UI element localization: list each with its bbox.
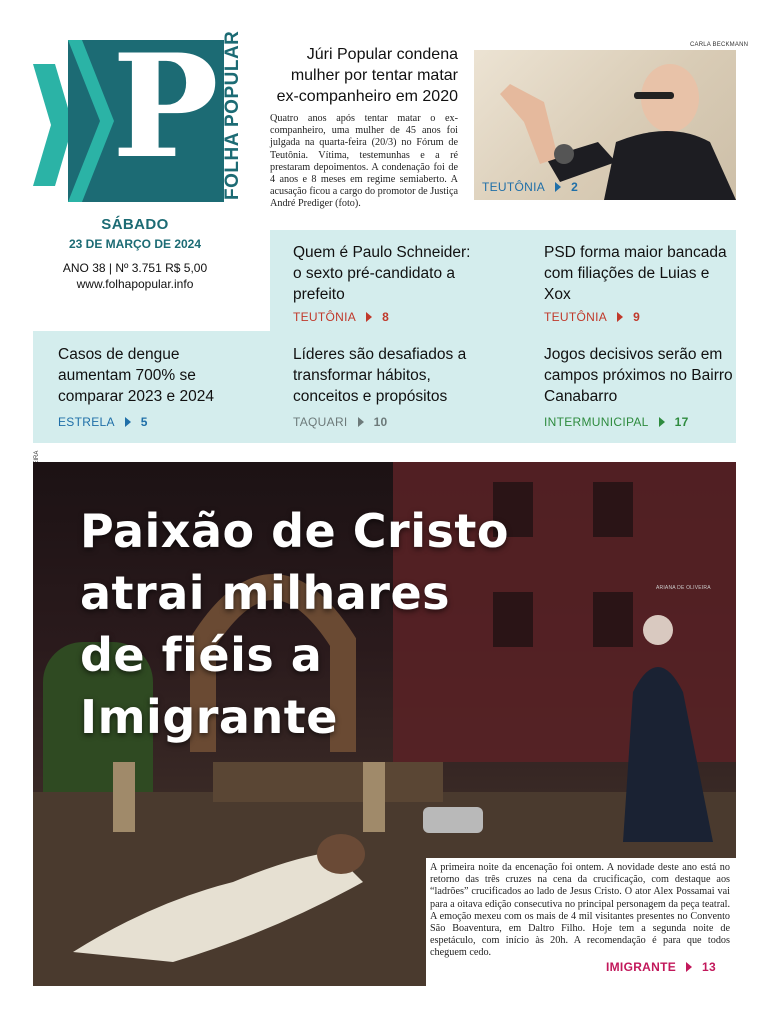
story-tag[interactable] — [544, 310, 640, 324]
section-label: TEUTÔNIA — [544, 310, 608, 324]
section-label: INTERMUNICIPAL — [544, 415, 649, 429]
story-title[interactable]: PSD forma maior bancada com filiações de Luias e Xox — [544, 244, 727, 303]
story-tag[interactable] — [293, 415, 388, 429]
main-story-caption: A primeira noite da encenação foi ontem. A novidade deste ano está no retorno das três cruzes na cena da crucificação, com destaque aos “ladrões” crucificados ao lado de Jesus Cristo. O ator Alex Possamai vai para a oitava edição consecutiva no principal personagem da peça teatral. A emoção mexeu com os mais de 4 mil visitantes presentes no Convento São Boaventura, em Daltro Filho. Hoje tem a segunda noite de espetáculo, com início às 20h. A recomendação é para que todos cheguem cedo. — [430, 862, 730, 959]
brand-name: FOLHA POPULAR — [222, 30, 243, 200]
date-label: 23 DE MARÇO DE 2024 — [68, 237, 202, 251]
story-tag[interactable] — [293, 310, 389, 324]
story-title[interactable]: Jogos decisivos serão em campos próximos no Bairro Canabarro — [544, 346, 733, 405]
top-story-title[interactable]: Júri Popular condena mulher por tentar matar ex-companheiro em 2020 — [276, 46, 458, 105]
section-label: TEUTÔNIA — [482, 180, 546, 194]
section-label: ESTRELA — [58, 415, 115, 429]
date-block — [40, 216, 230, 291]
section-label: TAQUARI — [293, 415, 348, 429]
section-label: IMIGRANTE — [606, 960, 677, 974]
arrow-right-icon — [366, 312, 372, 322]
story-title[interactable]: Quem é Paulo Schneider: o sexto pré-candidato a prefeito — [293, 244, 471, 303]
edition-info: ANO 38 | Nº 3.751 R$ 5,00 — [62, 261, 208, 275]
logo-arrow-shape — [33, 64, 73, 186]
top-story-photo[interactable] — [474, 50, 736, 200]
story-title[interactable]: Líderes são desafiados a transformar hábitos, conceitos e propósitos — [293, 346, 467, 405]
main-headline[interactable]: Paixão de Cristo atrai milhares de fiéis a Imigrante — [80, 504, 509, 744]
website-link[interactable]: www.folhapopular.info — [76, 277, 194, 291]
page-number: 9 — [633, 310, 641, 324]
logo-chevron-shape — [68, 40, 118, 202]
page-number: 5 — [140, 415, 148, 429]
page-number: 13 — [702, 960, 716, 974]
top-photo-credit: CARLA BECKMANN — [690, 42, 749, 48]
main-photo-inner-credit: ARIANA DE OLIVEIRA — [656, 585, 711, 591]
arrow-right-icon — [555, 182, 561, 192]
top-story-body: Quatro anos após tentar matar o ex-companheiro, uma mulher de 45 anos foi julgada na quarta-feira (20/3) no Fórum de Teutônia. Vítima, testemunhas e a ré prestaram depoimentos. A condenação foi de 4 anos e 8 meses em regime semiaberto. A acusação ficou a cargo do promotor de Justiça André Prediger (foto). — [270, 113, 458, 210]
arrow-right-icon — [686, 962, 692, 972]
prosecutor-illustration — [474, 50, 736, 200]
page-number: 10 — [373, 415, 388, 429]
story-title[interactable]: Casos de dengue aumentam 700% se comparar 2023 e 2024 — [58, 346, 214, 405]
day-label: SÁBADO — [101, 216, 169, 233]
page-number: 17 — [674, 415, 689, 429]
story-tag[interactable] — [58, 415, 148, 429]
top-story-tag[interactable] — [482, 180, 578, 194]
story-tag[interactable] — [544, 415, 689, 429]
arrow-right-icon — [358, 417, 364, 427]
page-number: 2 — [571, 180, 579, 194]
section-label: TEUTÔNIA — [293, 310, 357, 324]
page-number: 8 — [382, 310, 390, 324]
arrow-right-icon — [125, 417, 131, 427]
main-story-tag[interactable] — [606, 960, 716, 974]
logo-letter: P — [112, 24, 219, 190]
arrow-right-icon — [659, 417, 665, 427]
arrow-right-icon — [617, 312, 623, 322]
